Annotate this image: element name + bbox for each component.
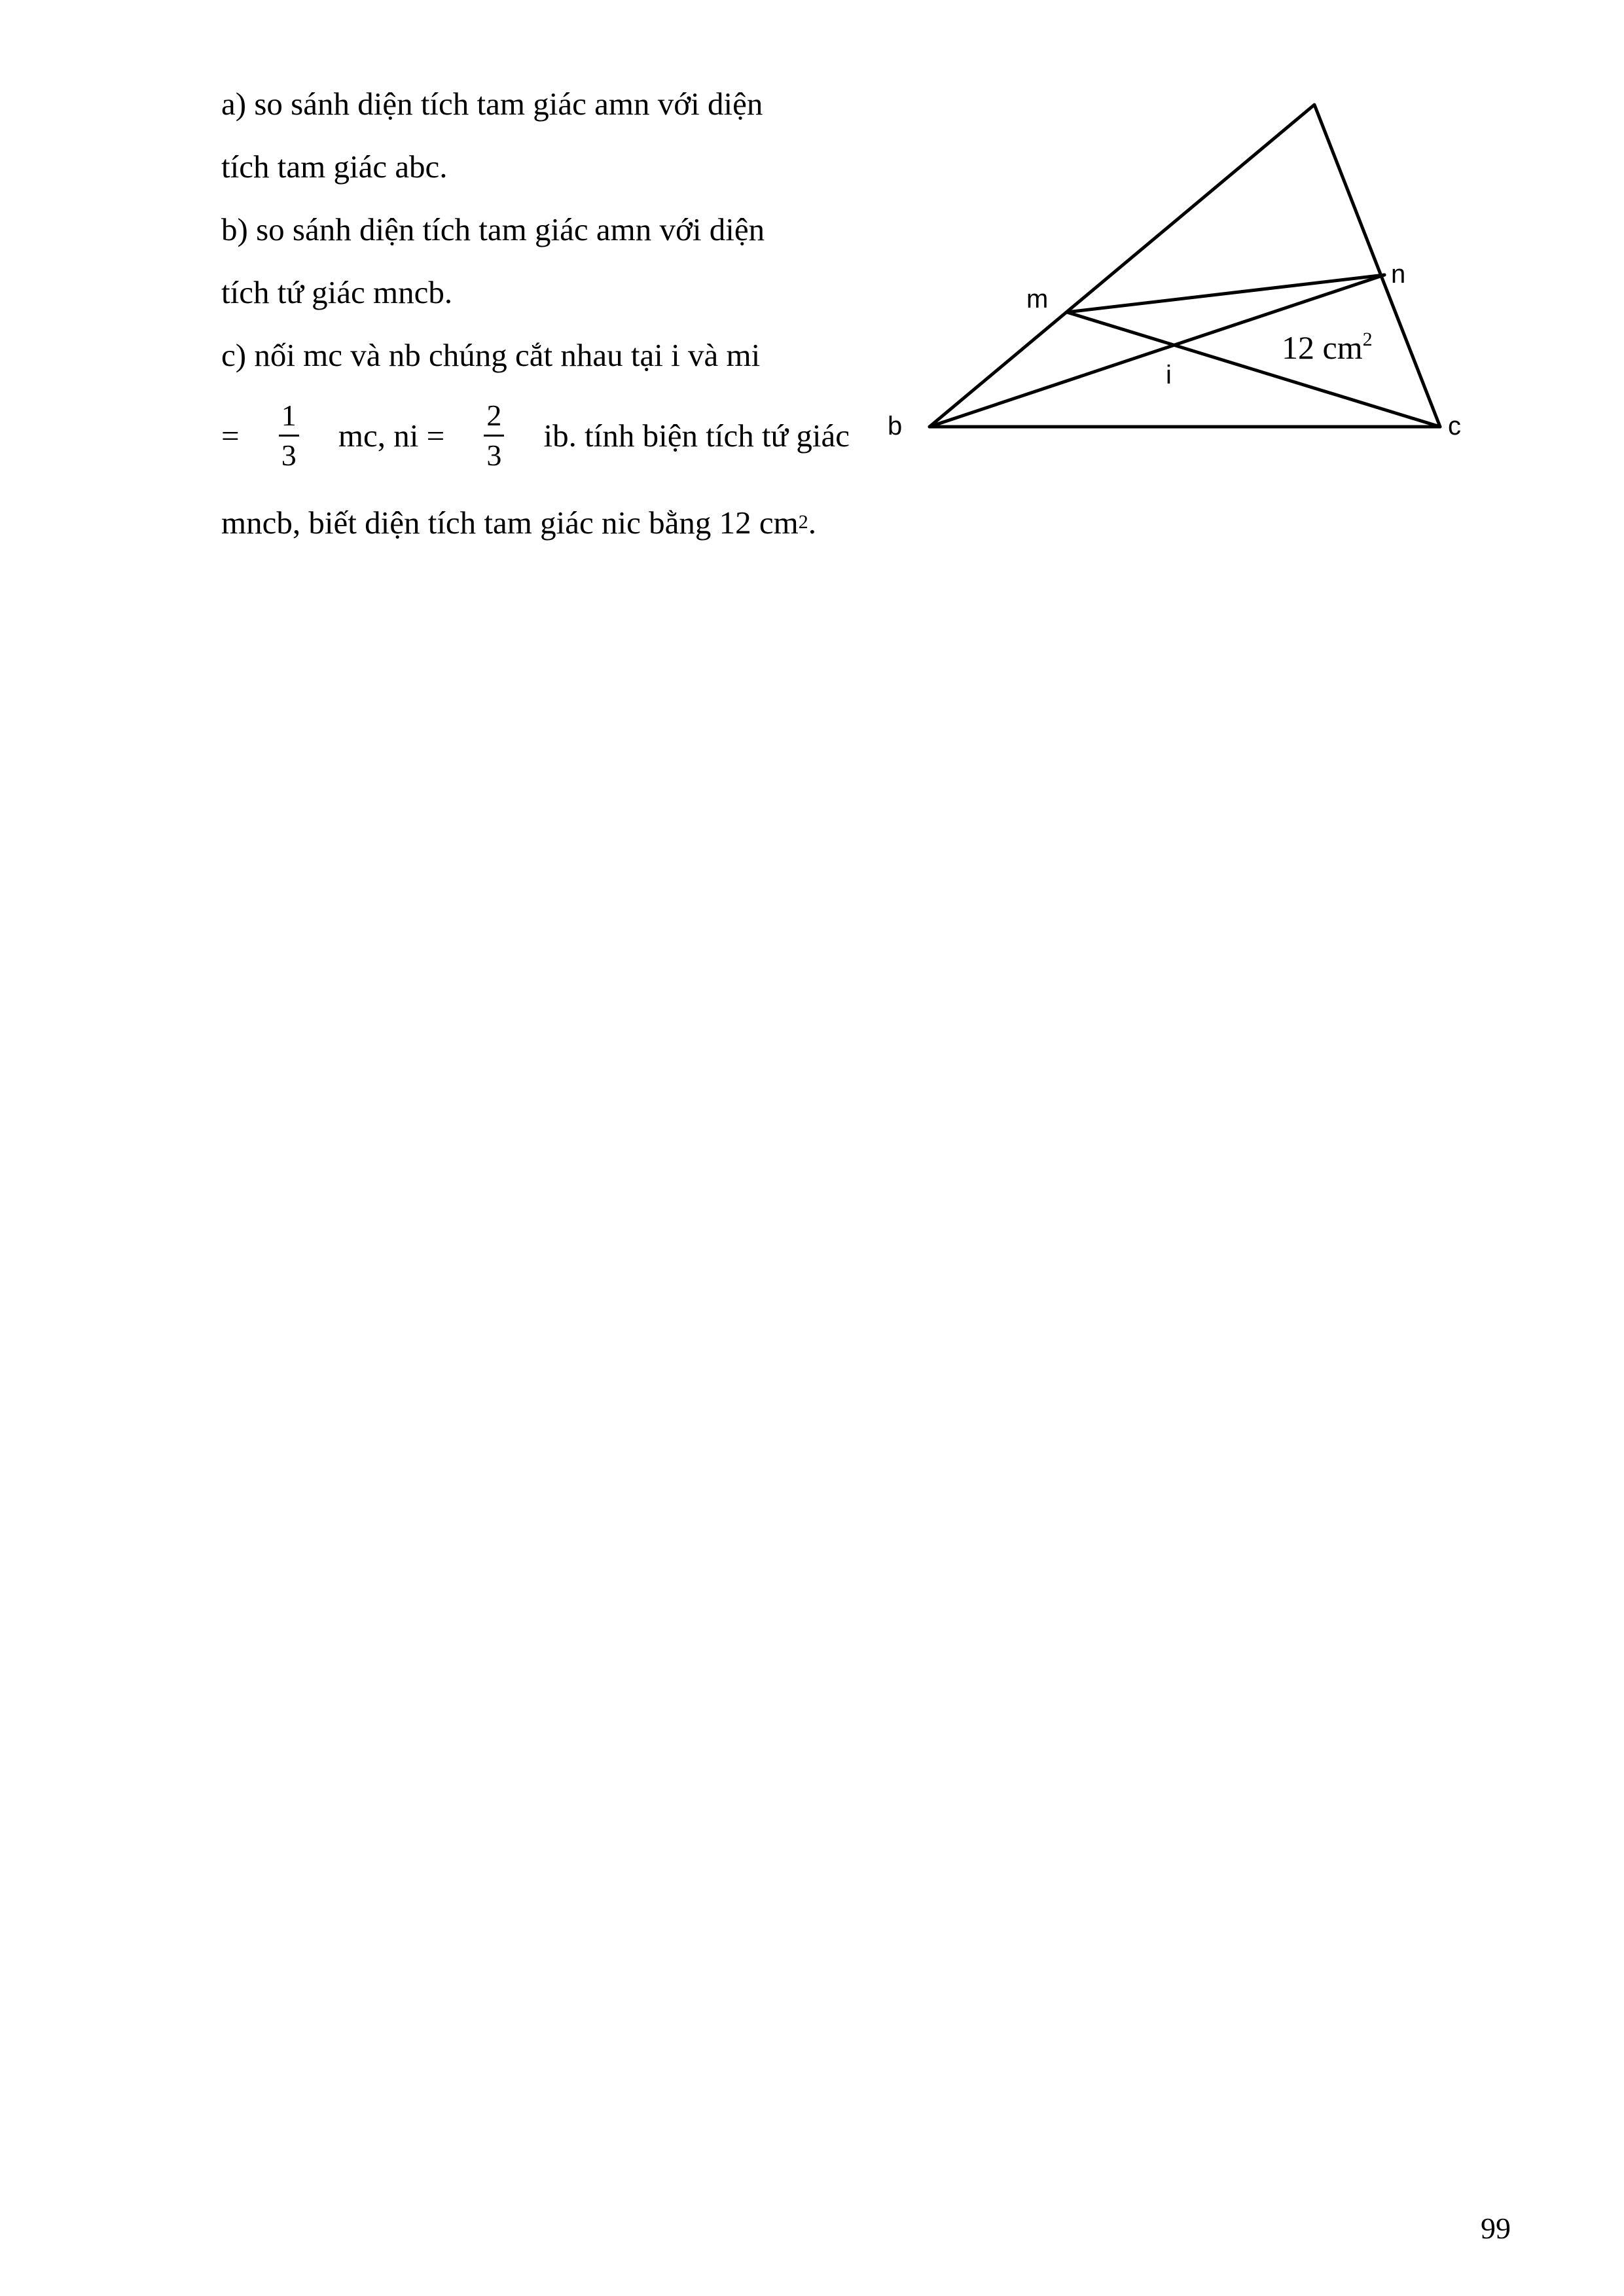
part-c-text-1: c) nối mc và nb chúng cắt nhau tại i và mi bbox=[221, 336, 761, 373]
part-b-text-1: b) so sánh diện tích tam giác amn với diện bbox=[221, 211, 765, 247]
segment-mc bbox=[1067, 312, 1440, 427]
triangle-abc bbox=[929, 105, 1440, 427]
area-value: 12 cm bbox=[1282, 329, 1363, 366]
label-c: c bbox=[1448, 412, 1461, 440]
label-b: b bbox=[888, 412, 903, 440]
equals-sign: = bbox=[221, 417, 240, 454]
area-label-nic bbox=[1282, 329, 1373, 366]
part-a-text-1: a) so sánh diện tích tam giác amn với diện bbox=[221, 85, 763, 122]
fraction-numerator: 1 bbox=[279, 401, 299, 437]
part-b-text-2: tích tứ giác mncb. bbox=[221, 274, 453, 310]
page-number: 99 bbox=[1481, 2212, 1511, 2245]
fraction-denominator: 3 bbox=[281, 438, 297, 472]
label-i: i bbox=[1166, 361, 1172, 389]
label-m: m bbox=[1026, 285, 1049, 314]
segment-mn bbox=[1067, 275, 1384, 312]
part-c-line-3: mncb, biết diện tích tam giác nic bằng 12 cm 2 . bbox=[221, 504, 816, 541]
equation-suffix-text: ib. tính biện tích tứ giác bbox=[543, 417, 850, 454]
fraction-numerator: 2 bbox=[484, 401, 504, 437]
label-n: n bbox=[1391, 260, 1406, 289]
fraction-denominator: 3 bbox=[486, 438, 502, 472]
area-label-exponent: 2 bbox=[1362, 329, 1373, 350]
equation-middle-text: mc, ni = bbox=[338, 417, 445, 454]
part-c-text-3: mncb, biết diện tích tam giác nic bằng 12 cm bbox=[221, 504, 799, 541]
sentence-period: . bbox=[808, 504, 816, 541]
part-a-text-2: tích tam giác abc. bbox=[221, 148, 448, 185]
